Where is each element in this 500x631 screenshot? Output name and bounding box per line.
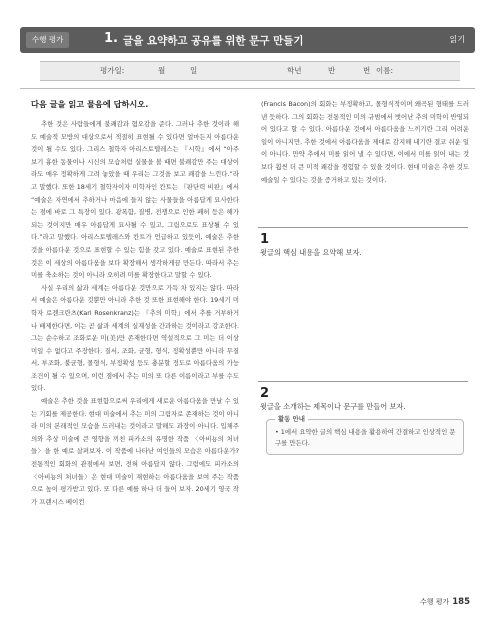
eval-class: 반 — [328, 66, 336, 75]
question-1 — [258, 227, 468, 257]
instruction: 다음 글을 읽고 물음에 답하시오. — [31, 99, 149, 109]
eval-name: 이름: — [376, 66, 394, 75]
page-footer — [420, 597, 470, 607]
passage-left — [31, 118, 239, 508]
footer-section: 수행 평가 — [419, 598, 450, 606]
question-number: 1 — [260, 232, 270, 247]
passage-paragraph: 사실 우리의 삶과 세계는 아름다운 것만으로 가득 차 있지는 않다. 따라서 예술은 아름다운 것뿐만 아니라 추한 것 또한 표현해야 한다. 19세기 미학자 로젠크란츠(Karl Rosenkranz)는 『추의 미학』에서 추를 거부하거나 배제한다면, 이는 곧 삶과 세계의 실재성을 간과하는 것이라고 강조한다. 그는 순수하고 조화로운 미(美)만 존재한다면 역설적으로 그 미는 더 이상 미일 수 없다고 주장한다. 질서, 조화, 균형, 형식, 정확성뿐만 아니라 무질서, 부조화, 불균형, 몰형식, 부정확성 등도 충분할 정도로 아름다움의 가능 조건이 될 수 있으며, 이런 점에서 추는 미의 또 다른 이름이라고 부를 수도 있다. — [31, 283, 239, 393]
page-number: 185 — [452, 597, 470, 607]
question-number: 2 — [260, 386, 270, 401]
header-number: 1. — [104, 31, 118, 46]
question-2 — [258, 381, 468, 411]
header-side-label: 읽기 — [449, 35, 465, 44]
passage-paragraph: 예술은 추한 것을 표현함으로써 우리에게 새로운 아름다움을 만날 수 있는 기회를 제공한다. 현대 미술에서 추는 미의 그림자로 존재하는 것이 아니라 미의 본래적인 모습을 드러내는 것이라고 말해도 과장이 아니다. 입체주의와 추상 미술에 큰 영향을 끼친 피카소의 유명한 작품 〈아비뇽의 처녀들〉을 한 예로 살펴보자. 이 작품에 나타난 여인들의 모습은 아름다운가? 전통적인 회화의 관점에서 보면, 전혀 아름답지 않다. 그럼에도 피카소의 〈아비뇽의 처녀들〉은 현대 미술이 재현하는 아름다움을 보여 주는 작품으로 높이 평가받고 있다. 또 다른 예를 하나 더 들어 보자. 20세기 영국 작가 프랜시스 베이컨 — [31, 397, 239, 506]
header-title: 글을 요약하고 공유를 위한 문구 만들기 — [123, 35, 304, 47]
passage-right — [261, 98, 469, 186]
guide-label: 활동 안내 — [275, 414, 308, 423]
activity-guide — [266, 415, 464, 455]
question-text: 윗글의 핵심 내용을 요약해 보자. — [260, 248, 362, 257]
guide-text: • 1에서 요약한 글의 핵심 내용을 활용하여 간결하고 인상적인 문구를 만든다. — [275, 428, 456, 447]
eval-number: 번 — [363, 66, 371, 75]
eval-grade: 학년 — [287, 66, 302, 75]
eval-month: 월 — [158, 66, 166, 75]
passage-paragraph: (Francis Bacon)의 회화는 부정확하고, 몰형식적이며 왜곡된 형태를 드러낸 듯하다. 그의 회화는 전통적인 미의 규범에서 벗어난 추의 미학이 반영되어 있다고 할 수 있다. 아름다운 것에서 아름다움을 느끼기란 그리 어려운 일이 아니지만, 추한 것에서 아름다움을 제대로 감지해 내기란 결코 쉬운 일이 아니다. 만약 추에서 미를 읽어 낼 수 있다면, 이에서 미를 읽어 내는 것보다 훨씬 더 큰 미적 쾌감을 경험할 수 있을 것이다. 현대 미술은 추한 것도 예술일 수 있다는 것을 증거하고 있는 것이다. — [261, 100, 469, 184]
passage-paragraph: 추한 것은 사람들에게 불쾌감과 혐오감을 준다. 그러나 추한 것이라 해도 예술적 모방의 대상으로서 적절히 표현될 수 있다면 얼마든지 아름다운 것이 될 수도 있다. 그리스 철학자 아리스토텔레스는 『시학』에서 “아주 보기 흉한 동물이나 시신의 모습처럼 실물을 볼 때면 불쾌감만 주는 대상이라도 매우 정확하게 그려 놓았을 때 우리는 그것을 보고 쾌감을 느낀다.”라고 말했다. 또한 18세기 철학자이자 미학자인 칸트는 『판단력 비판』에서 “예술은 자연에서 추하거나 마음에 들지 않는 사물들을 아름답게 묘사한다는 점에 바로 그 특장이 있다. 광폭함, 질병, 전쟁으로 인한 폐허 등은 해가 되는 것이지만 매우 아름답게 묘사될 수 있고, 그림으로도 표상될 수 있다.”라고 말했다. 아리스토텔레스와 칸트가 언급하고 있듯이, 예술은 추한 것을 아름다운 것으로 표현할 수 있는 힘을 갖고 있다. 예술로 표현된 추한 것은 이 세상의 아름다움을 보다 확장해서 생각하게끔 만든다. 따라서 추는 미를 축소하는 것이 아니라 오히려 미를 확장한다고 말할 수 있다. — [31, 120, 239, 280]
question-text: 윗글을 소개하는 제목이나 문구를 만들어 보자. — [260, 402, 406, 411]
header-tag: 수행 평가 — [26, 32, 69, 48]
evaluation-info-bar — [40, 61, 460, 81]
eval-date-label: 평가일: — [100, 66, 125, 75]
eval-day: 일 — [190, 66, 198, 75]
section-header — [20, 27, 475, 53]
divider — [20, 88, 475, 89]
